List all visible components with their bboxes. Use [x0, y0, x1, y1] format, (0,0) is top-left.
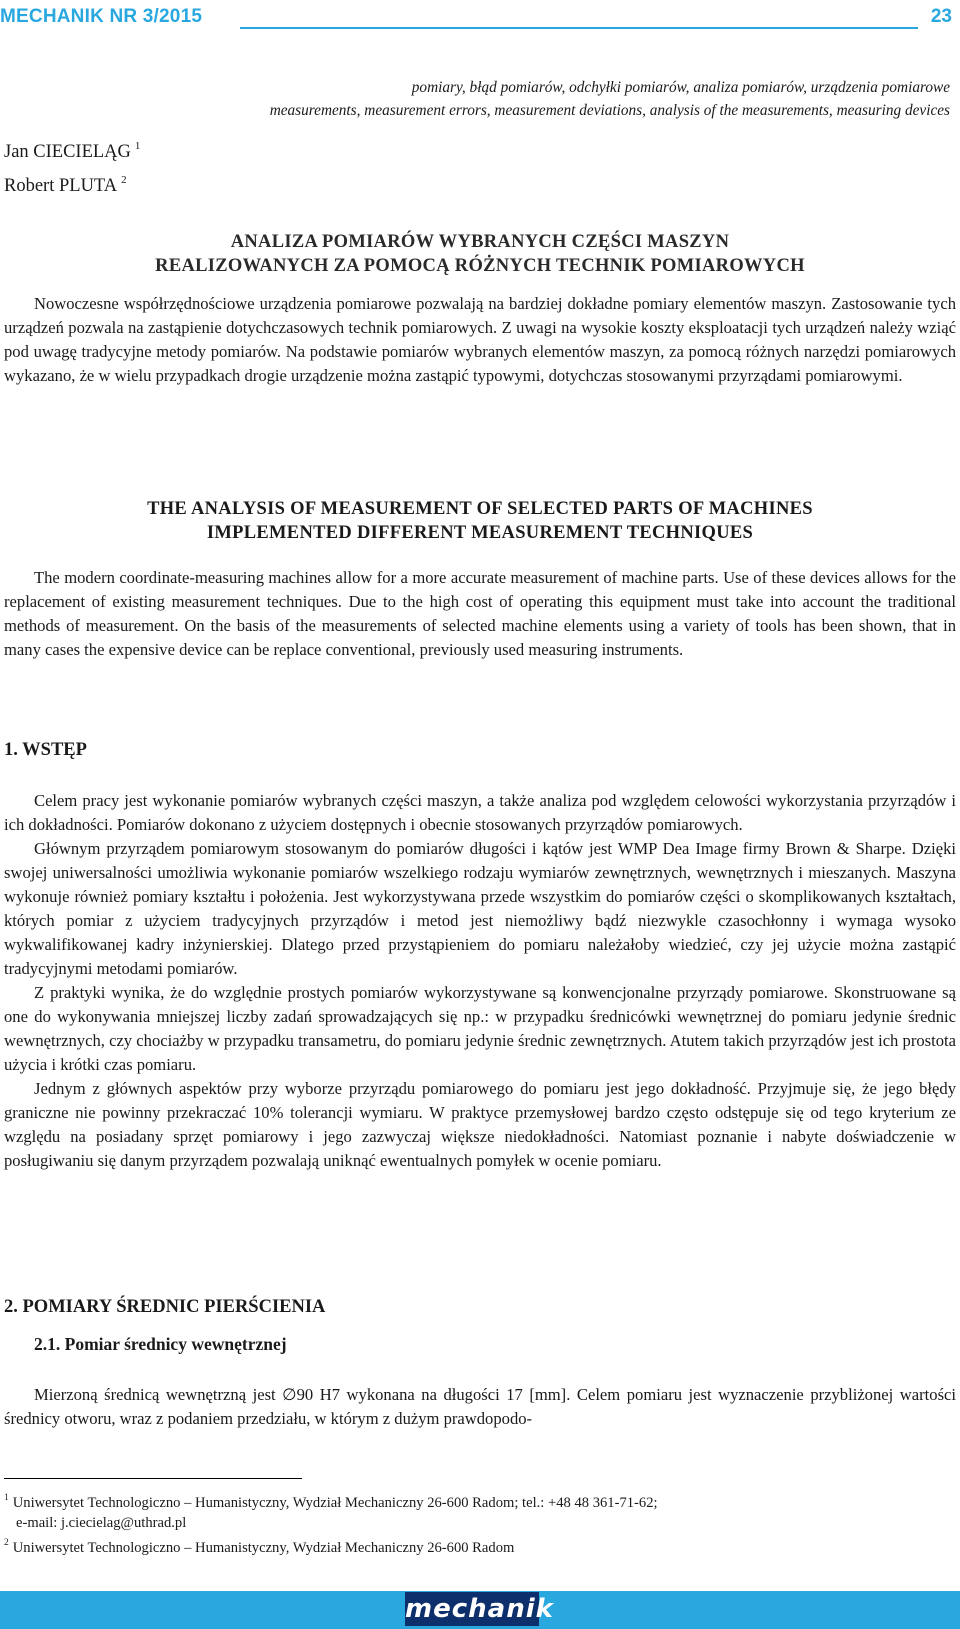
footnote-ref: 1 [4, 1493, 9, 1503]
abstract-pl [4, 292, 956, 388]
section-1-heading: 1. WSTĘP [4, 740, 87, 760]
keywords-en: measurements, measurement errors, measurement deviations, analysis of the measurements, measuring devices [269, 102, 950, 119]
section-2-1-paragraph: Mierzoną średnicą wewnętrzną jest ∅90 H7 wykonana na długości 17 [mm]. Celem pomiaru jest wyznaczenie przybliżonej wartości średnicy otworu, wraz z podaniem przedziału, w którym z dużym prawdopodo- [4, 1385, 956, 1428]
abstract-en [4, 566, 956, 662]
footnote-text: Uniwersytet Technologiczno – Humanistyczny, Wydział Mechaniczny 26-600 Radom [12, 1540, 515, 1556]
footnote-rule [4, 1478, 302, 1479]
section-1-paragraph: Celem pracy jest wykonanie pomiarów wybranych części maszyn, a także analiza pod względem celowości wykorzystania przyrządów i ich dokładności. Pomiarów dokonano z użyciem dostępnych i obecnie stosowanych przyrządów pomiarowych. [4, 791, 956, 834]
journal-title: MECHANIK NR 3/2015 [0, 6, 203, 27]
title-pl-line1: ANALIZA POMIARÓW WYBRANYCH CZĘŚCI MASZYN [230, 232, 730, 252]
footnote-1 [4, 1488, 944, 1513]
section-1-body [4, 789, 956, 1173]
page-header [0, 0, 960, 46]
paper-title-pl [30, 230, 930, 278]
footnote-ref: 2 [4, 1538, 9, 1548]
keywords [50, 76, 950, 122]
keywords-pl: pomiary, błąd pomiarów, odchyłki pomiarów, analiza pomiarów, urządzenia pomiarowe [411, 79, 950, 96]
author-ref: 2 [121, 174, 127, 186]
header-rule [240, 27, 918, 29]
footnote-text: Uniwersytet Technologiczno – Humanistyczny, Wydział Mechaniczny 26-600 Radom; tel.: +48 48 361-71-62; [12, 1495, 658, 1511]
section-1-paragraph: Głównym przyrządem pomiarowym stosowanym do pomiarów długości i kątów jest WMP Dea Image firmy Brown & Sharpe. Dzięki swojej uniwersalności umożliwia wykonanie pomiarów wszelkiego rodzaju wymiarów zewnętrznych, wewnętrznych i mieszanych. Maszyna wykonuje również pomiary kształtu i położenia. Jest wykorzystywana przede wszystkim do pomiarów części o skomplikowanych kształtach, których pomiar z użyciem tradycyjnych przyrządów i metod jest niemożliwy bądź niezwykle czasochłonny i wymaga wysoko wykwalifikowanej kadry inżynierskiej. Dlatego przed przystąpieniem do pomiaru należałoby wiedzieć, czy jej użycie można zastąpić tradycyjnymi metodami pomiarów. [4, 839, 956, 978]
author-1 [4, 132, 140, 166]
footnote-1-email: e-mail: j.ciecielag@uthrad.pl [16, 1515, 187, 1531]
page-number: 23 [930, 6, 952, 27]
author-ref: 1 [134, 140, 141, 152]
title-pl-line2: REALIZOWANYCH ZA POMOCĄ RÓŻNYCH TECHNIK POMIAROWYCH [155, 256, 805, 276]
author-name: Robert PLUTA [4, 176, 118, 196]
author-name: Jan CIECIELĄG [4, 142, 131, 162]
paper-title-en [30, 497, 930, 545]
footnotes [4, 1488, 944, 1558]
section-1-paragraph: Jednym z głównych aspektów przy wyborze przyrządu pomiarowego do pomiaru jest jego dokładność. Przyjmuje się, że jego błędy graniczne nie powinny przekraczać 10% tolerancji wymiaru. W praktyce przemysłowej bardzo często odstępuje się od tego kryterium ze względu na posiadany sprzęt pomiarowy i jego zazwyczaj większe niedokładności. Natomiast poznanie i nabyte doświadczenie w posługiwaniu się danym przyrządem pozwalają uniknąć ewentualnych pomyłek w ocenie pomiaru. [4, 1079, 956, 1170]
footnote-2 [4, 1533, 944, 1558]
section-2-heading: 2. POMIARY ŚREDNIC PIERŚCIENIA [4, 1297, 326, 1317]
title-en-line1: THE ANALYSIS OF MEASUREMENT OF SELECTED PARTS OF MACHINES [147, 499, 813, 519]
title-en-line2: IMPLEMENTED DIFFERENT MEASUREMENT TECHNIQUES [206, 523, 754, 543]
authors [4, 132, 140, 200]
abstract-pl-text: Nowoczesne współrzędnościowe urządzenia pomiarowe pozwalają na bardziej dokładne pomiary elementów maszyn. Zastosowanie tych urządzeń pozwala na zastąpienie dotychczasowych technik pomiarowych. Z uwagi na wysokie koszty eksploatacji tych urządzeń należy wziąć pod uwagę tradycyjne metody pomiarów. Na podstawie pomiarów wybranych elementów maszyn, za pomocą różnych narzędzi pomiarowych wykazano, że w wielu przypadkach drogie urządzenie można zastąpić typowymi, dotychczas stosowanymi przyrządami pomiarowymi. [4, 294, 956, 385]
abstract-en-text: The modern coordinate-measuring machines allow for a more accurate measurement of machine parts. Use of these devices allows for the replacement of existing measurement techniques. Due to the high cost of operating this equipment must take into account the traditional methods of measurement. On the basis of the measurements of selected machine elements using a variety of tools has been shown, that in many cases the expensive device can be replace conventional, previously used measuring instruments. [4, 568, 956, 659]
section-2-1-heading: 2.1. Pomiar średnicy wewnętrznej [34, 1334, 287, 1354]
author-2 [4, 166, 140, 200]
mechanik-logo: mechanik [405, 1594, 554, 1624]
section-1-paragraph: Z praktyki wynika, że do względnie prostych pomiarów wykorzystywane są konwencjonalne przyrządy pomiarowe. Skonstruowane są one do wykonywania mniejszej liczby zadań sprowadzających się np.: w przypadku średnicówki wewnętrznej do pomiaru jedynie średnic wewnętrznych, czy chociażby w przypadku transametru, do pomiaru jedynie średnic zewnętrznych. Atutem takich przyrządów jest ich prostota użycia i krótki czas pomiaru. [4, 983, 956, 1074]
section-2-1-body [4, 1383, 956, 1431]
